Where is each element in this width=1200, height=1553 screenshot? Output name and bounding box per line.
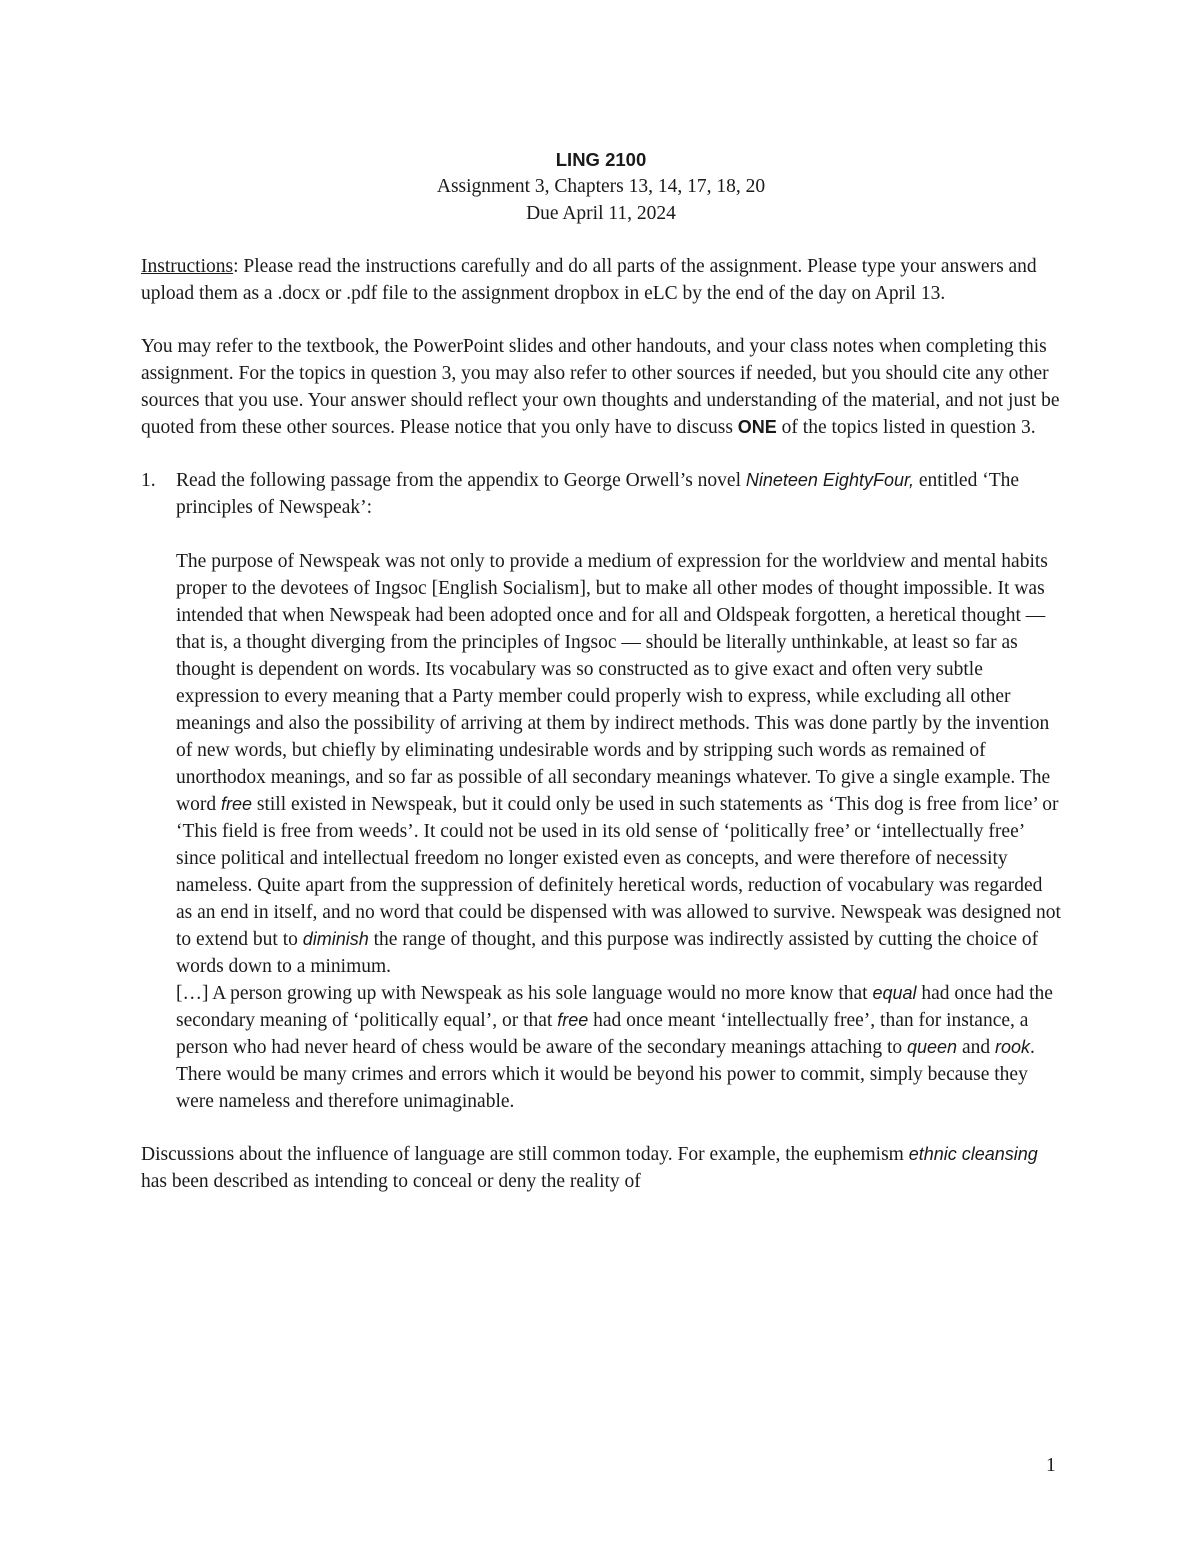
sources-paragraph	[141, 333, 1061, 441]
quote-p2-part4: and	[957, 1037, 995, 1058]
discussion-part2: has been described as intending to conceal or deny the reality of	[141, 1171, 641, 1192]
instructions-label: Instructions	[141, 256, 234, 277]
assignment-title: Assignment 3, Chapters 13, 14, 17, 18, 20	[436, 176, 766, 197]
quote-word-diminish: diminish	[302, 929, 369, 949]
discussion-part1: Discussions about the influence of language are still common today. For example, the euphemism	[141, 1144, 909, 1165]
question-1-intro	[176, 467, 1061, 521]
instructions-text: : Please read the instructions carefully and do all parts of the assignment. Please type your answers and upload them as a .docx or .pdf file to the assignment dropbox in eLC by the end of the day on April 13.	[141, 256, 1037, 304]
discussion-term: ethnic cleansing	[908, 1144, 1038, 1164]
quote-p2-part5: . There would be many crimes and errors which it would be beyond his power to commit, simply because they were nameless and therefore unimaginable.	[176, 1037, 1035, 1112]
quote-paragraph-1	[176, 548, 1061, 980]
quote-word-free-2: free	[557, 1010, 589, 1030]
sources-emphasis: ONE	[737, 417, 777, 437]
newspeak-quote	[141, 548, 1061, 1115]
quote-word-equal: equal	[872, 983, 917, 1003]
question-1	[141, 467, 1061, 521]
document-page	[141, 146, 1061, 1195]
sources-text-before: You may refer to the textbook, the PowerPoint slides and other handouts, and your class notes when completing this assignment. For the topics in question 3, you may also refer to other sources if needed, but you should cite any other sources that you use. Your answer should reflect your own thoughts and understanding of the material, and not just be quoted from these other sources. Please notice that you only have to discuss	[141, 336, 1060, 438]
question-1-intro-after: entitled ‘The principles of Newspeak’:	[176, 470, 1020, 518]
quote-p1-part2: still existed in Newspeak, but it could only be used in such statements as ‘This dog is free from lice’ or ‘This field is free from weeds’. It could not be used in its old sense of ‘politically free’ or ‘intellectually free’ since political and intellectual freedom no longer existed even as concepts, and were therefore of necessity nameless. Quite apart from the suppression of definitely heretical words, reduction of vocabulary was regarded as an end in itself, and no word that could be dispensed with was allowed to survive. Newspeak was designed not to extend but to	[176, 794, 1061, 950]
quote-p1-part1: The purpose of Newspeak was not only to provide a medium of expression for the worldview and mental habits proper to the devotees of Ingsoc [English Socialism], but to make all other modes of thought impossible. It was intended that when Newspeak had been adopted once and for all and Oldspeak forgotten, a heretical thought — that is, a thought diverging from the principles of Ingsoc — should be literally unthinkable, at least so far as thought is dependent on words. Its vocabulary was so constructed as to give exact and often very subtle expression to every meaning that a Party member could properly wish to express, while excluding all other meanings and also the possibility of arriving at them by indirect methods. This was done partly by the invention of new words, but chiefly by eliminating undesirable words and by stripping such words as remained of unorthodox meanings, and so far as possible of all secondary meanings whatever. To give a single example. The word	[176, 551, 1051, 815]
course-title: LING 2100	[555, 149, 647, 170]
page-number: 1	[1046, 1455, 1056, 1476]
instructions-paragraph	[141, 253, 1061, 307]
quote-p2-part1: […] A person growing up with Newspeak as his sole language would no more know that	[176, 983, 873, 1004]
document-header	[141, 146, 1061, 227]
quote-p2-part3: had once meant ‘intellectually free’, than for instance, a person who had never heard of chess would be aware of the secondary meanings attaching to	[176, 1010, 1029, 1058]
due-date: Due April 11, 2024	[526, 203, 676, 224]
quote-paragraph-2	[176, 980, 1061, 1115]
sources-text-after: of the topics listed in question 3.	[776, 417, 1036, 438]
quote-word-rook: rook	[994, 1037, 1030, 1057]
quote-word-free: free	[220, 794, 252, 814]
novel-title: Nineteen EightyFour,	[745, 470, 914, 490]
question-1-intro-before: Read the following passage from the appendix to George Orwell’s novel	[176, 470, 746, 491]
quote-p1-part3: the range of thought, and this purpose was indirectly assisted by cutting the choice of words down to a minimum.	[176, 929, 1039, 977]
quote-p2-part2: had once had the secondary meaning of ‘politically equal’, or that	[176, 983, 1053, 1031]
quote-word-queen: queen	[907, 1037, 958, 1057]
discussion-paragraph	[141, 1141, 1061, 1195]
question-1-number: 1.	[141, 470, 156, 491]
